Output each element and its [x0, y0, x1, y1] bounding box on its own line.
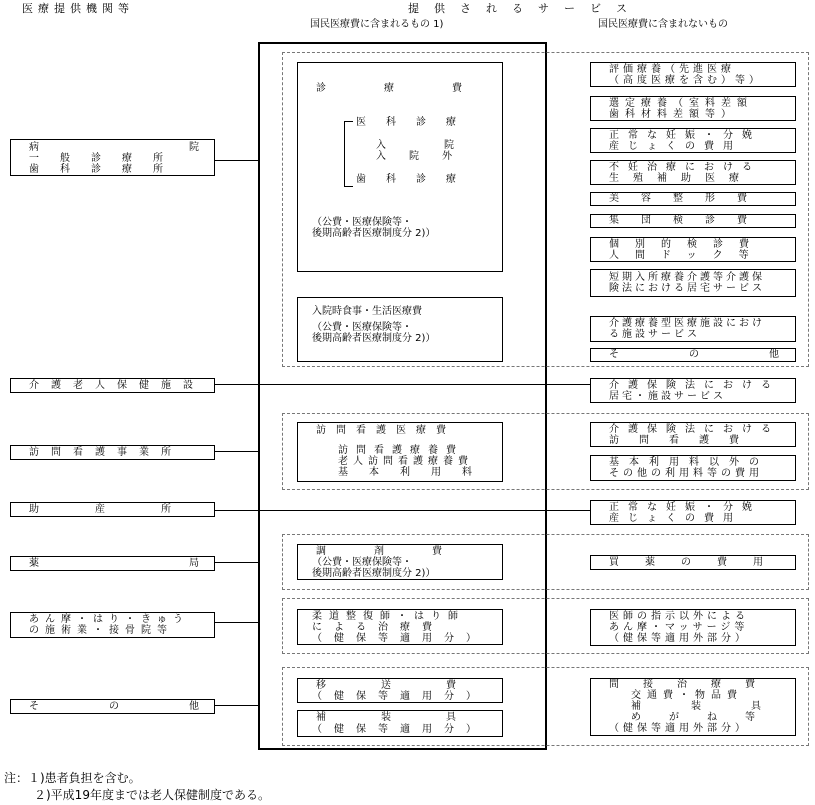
meal-fee-title: 入院時食事・生活医療費 — [312, 306, 422, 317]
excluded-indirect-line1: 間接治療費 — [609, 679, 779, 690]
excluded-indirect — [590, 678, 811, 736]
judo-line1: 柔道整復師・はり師 — [312, 611, 465, 622]
provider-massage — [10, 612, 215, 638]
medical-fee-note2: 後期高齢者医療制度分 2)） — [312, 228, 436, 239]
prosthetic-line1: 補装具 — [316, 712, 511, 723]
provider-dental-clinic: 歯科診療所 — [29, 164, 184, 175]
transport-line1: 移送費 — [316, 680, 511, 691]
excluded-care-medical-facility — [590, 316, 796, 342]
visiting-line3: 老人訪問看護療養費 — [338, 456, 473, 467]
bracket-icon — [344, 121, 353, 187]
prosthetic-line2: （健保等適用分） — [312, 724, 488, 735]
included-medical-fee — [297, 62, 520, 272]
provider-massage-line1: あん摩・はり・きゅう — [29, 614, 189, 625]
judo-line3: （健保等適用分） — [312, 633, 488, 644]
excluded-otc-drugs — [590, 555, 796, 570]
excluded-care-medical-line1: 介護療養型医療施設におけ — [609, 318, 765, 329]
visiting-line4: 基本利用料 — [338, 467, 493, 478]
provider-pharmacy-char2: 局 — [189, 558, 199, 569]
excluded-ltc-facility-line1: 介護保険法における — [609, 380, 780, 391]
header-included: 国民医療費に含まれるもの 1) — [310, 19, 444, 30]
excluded-ltc-facility — [590, 378, 796, 403]
connector-visiting — [215, 451, 259, 452]
medical-fee-note1: （公費・医療保険等・ — [312, 217, 412, 228]
excluded-non-doctor — [590, 609, 796, 646]
excluded-pregnancy-line1: 正常な妊娠・分娩 — [609, 130, 761, 141]
medical-fee-medical: 医科診療 — [356, 117, 476, 128]
dispensing-line2: （公費・医療保険等・ — [312, 557, 412, 568]
visiting-line1: 訪問看護医療費 — [316, 425, 456, 436]
provider-care-facility-label: 介護老人保健施設 — [29, 380, 205, 391]
excluded-short-stay-line1: 短期入所療養介護等介護保 — [609, 272, 765, 283]
visiting-line2: 訪問看護療養費 — [338, 445, 464, 456]
provider-other — [10, 699, 215, 714]
footnote-2: ２)平成19年度までは老人保健制度である。 — [34, 788, 270, 802]
provider-general-clinic: 一般診療所 — [29, 153, 184, 164]
provider-midwifery — [10, 502, 227, 517]
meal-fee-note1: （公費・医療保険等・ — [312, 322, 412, 333]
excluded-non-doctor-line1: 医師の指示以外による — [609, 611, 749, 622]
excluded-pregnancy — [590, 128, 796, 153]
excluded-infertility-line1: 不妊治療における — [609, 162, 761, 173]
excluded-extra-fees-line2: その他の利用料等の費用 — [609, 468, 763, 479]
excluded-individual-exam-line1: 個別的検診費 — [609, 239, 765, 250]
header-services: 提供されるサービス — [408, 2, 642, 15]
connector-pharmacy — [215, 562, 259, 563]
excluded-ltc-visiting-line2: 訪問看護費 — [609, 435, 759, 446]
excluded-extra-fees — [590, 455, 796, 481]
provider-midwifery-label: 助産所 — [29, 504, 227, 515]
medical-fee-inpatient: 入院 — [376, 140, 512, 151]
medical-fee-dental: 歯科診療 — [356, 174, 476, 185]
provider-hospital-clinics — [10, 139, 215, 176]
excluded-advanced-line1: 評価療養（先進医療 — [609, 64, 735, 75]
connector-hospital — [215, 160, 259, 161]
excluded-other1-char2: の — [689, 349, 699, 360]
excluded-group-exam-label: 集団検診費 — [609, 215, 769, 226]
excluded-pregnancy-line2: 産じょくの費用 — [609, 141, 742, 152]
excluded-cosmetic-label: 美容整形費 — [609, 193, 769, 204]
excluded-other1 — [590, 348, 796, 362]
excluded-indirect-line4: めがね等 — [631, 712, 783, 723]
excluded-indirect-line2: 交通費・物品費 — [631, 690, 743, 701]
excluded-other1-char1: そ — [609, 349, 619, 360]
provider-other-char2: の — [109, 701, 119, 712]
provider-hospital-char2: 院 — [189, 142, 199, 153]
excluded-short-stay — [590, 269, 796, 297]
excluded-ltc-visiting-line1: 介護保険法における — [609, 424, 780, 435]
meal-fee-note2: 後期高齢者医療制度分 2)） — [312, 333, 436, 344]
excluded-selected-line1: 選定療養（室料差額 — [609, 98, 753, 109]
excluded-non-doctor-line2: あん摩・マッサージ等 — [609, 622, 749, 633]
excluded-ltc-visiting — [590, 422, 796, 447]
medical-fee-outpatient: 入院外 — [376, 151, 475, 162]
transport-line2: （健保等適用分） — [312, 691, 488, 702]
excluded-extra-fees-line1: 基本利用料以外の — [609, 457, 769, 468]
excluded-other1-char3: 他 — [769, 349, 779, 360]
connector-care-facility — [215, 384, 590, 385]
excluded-advanced — [590, 62, 796, 87]
footnote-1: 注：１)患者負担を含む。 — [4, 771, 141, 785]
excluded-pregnancy2-line1: 正常な妊娠・分娩 — [609, 502, 761, 513]
provider-pharmacy-char1: 薬 — [29, 558, 39, 569]
judo-line2: による治療費 — [312, 622, 444, 633]
excluded-indirect-line3: 補装具 — [631, 701, 811, 712]
medical-fee-title: 診療費 — [316, 83, 520, 94]
connector-midwifery — [215, 510, 590, 511]
included-transport — [297, 678, 511, 703]
included-dispensing — [297, 544, 503, 580]
provider-visiting-nursing-label: 訪問看護事業所 — [29, 447, 183, 458]
excluded-indirect-line5: （健保等適用外部分） — [609, 723, 749, 734]
dispensing-line3: 後期高齢者医療制度分 2)） — [312, 568, 436, 579]
included-judo — [297, 609, 503, 645]
excluded-group-exam — [590, 214, 796, 228]
excluded-ltc-facility-line2: 居宅・施設サービス — [609, 391, 726, 402]
excluded-non-doctor-line3: （健保等適用外部分） — [609, 633, 749, 644]
excluded-individual-exam — [590, 237, 796, 262]
provider-other-char3: 他 — [189, 701, 199, 712]
excluded-infertility-line2: 生殖補助医療 — [609, 173, 753, 184]
included-prosthetic — [297, 710, 511, 737]
header-excluded: 国民医療費に含まれないもの — [598, 19, 728, 30]
provider-massage-line2: の施術業・接骨院等 — [29, 625, 173, 636]
excluded-advanced-line2: （高度医療を含む）等） — [609, 75, 763, 86]
dispensing-line1: 調剤費 — [316, 546, 490, 557]
excluded-pregnancy2-line2: 産じょくの費用 — [609, 513, 742, 524]
provider-other-char1: そ — [29, 701, 39, 712]
provider-visiting-nursing — [10, 445, 215, 460]
excluded-otc-drugs-label: 買薬の費用 — [609, 557, 789, 568]
excluded-pregnancy2 — [590, 500, 796, 525]
connector-other — [215, 705, 259, 706]
excluded-care-medical-line2: る施設サービス — [609, 329, 700, 340]
excluded-individual-exam-line2: 人間ドック等 — [609, 250, 765, 261]
included-meal-fee — [297, 297, 503, 362]
connector-massage — [215, 622, 259, 623]
provider-pharmacy — [10, 556, 215, 571]
included-visiting-nursing — [297, 422, 503, 482]
excluded-selected — [590, 96, 796, 121]
provider-care-facility — [10, 378, 215, 393]
excluded-cosmetic — [590, 192, 796, 206]
excluded-short-stay-line2: 険法における居宅サービス — [609, 283, 765, 294]
header-providers: 医療提供機関等 — [22, 2, 134, 15]
excluded-selected-line2: 歯科材料差額等） — [609, 109, 737, 120]
excluded-infertility — [590, 160, 796, 185]
provider-hospital-char1: 病 — [29, 142, 39, 153]
